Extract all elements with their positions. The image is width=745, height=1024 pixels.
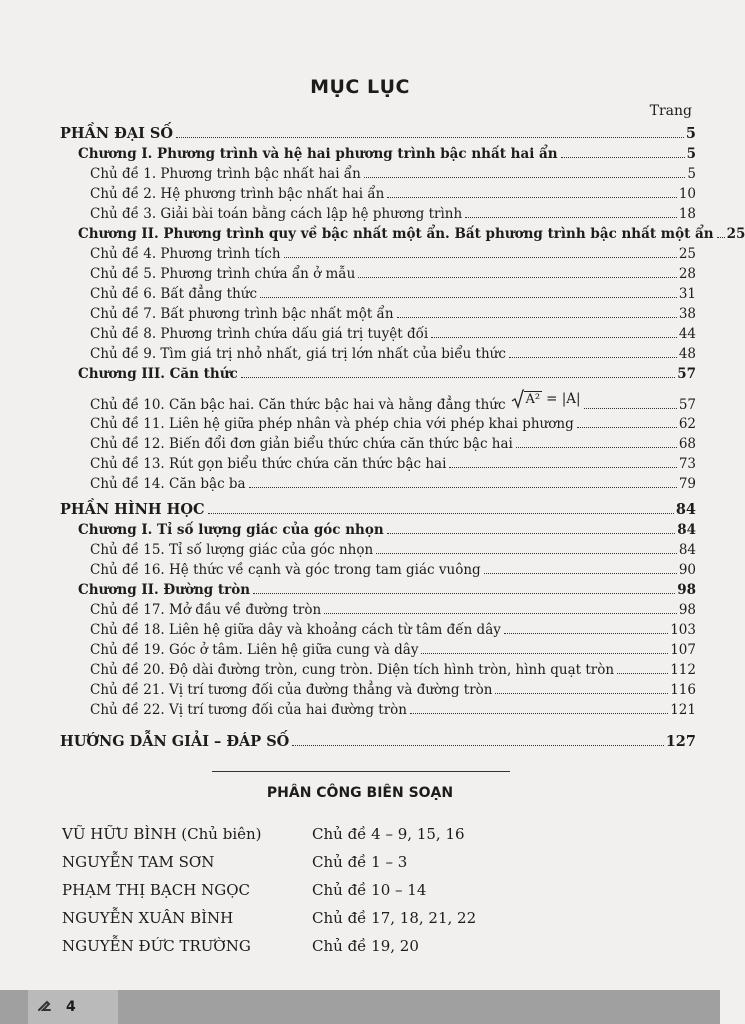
toc-page-number: 10 [678, 186, 696, 202]
toc-topic[interactable] [60, 204, 696, 224]
toc-entry-title: Chủ đề 1. Phương trình bậc nhất hai ẩn [90, 166, 361, 182]
dot-leader [208, 513, 674, 514]
toc-part[interactable] [60, 500, 696, 520]
toc-entry-title: Chủ đề 21. Vị trí tương đối của đường thẳng và đường tròn [90, 682, 493, 698]
author-topics: Chủ đề 1 – 3 [312, 853, 408, 871]
toc-topic[interactable] [60, 560, 696, 580]
toc-page-number: 62 [678, 416, 696, 432]
dot-leader [617, 673, 668, 674]
toc-page-number: 25 [678, 246, 696, 262]
toc-entry-title: Chủ đề 17. Mở đầu về đường tròn [90, 602, 322, 618]
toc-entry-title: PHẦN ĐẠI SỐ [60, 125, 174, 142]
toc-entry-title: Chủ đề 6. Bất đẳng thức [90, 286, 258, 302]
toc-chapter[interactable] [60, 520, 696, 540]
toc-page-number: 84 [678, 542, 696, 558]
toc-page-number: 103 [670, 622, 696, 638]
toc-entry-title: Chủ đề 20. Độ dài đường tròn, cung tròn. Diện tích hình tròn, hình quạt tròn [90, 662, 615, 678]
toc-chapter[interactable] [60, 224, 745, 244]
toc-page-number: 79 [678, 476, 696, 492]
toc-formula[interactable] [60, 384, 696, 414]
credit-row [62, 848, 622, 876]
toc-page-number: 73 [678, 456, 696, 472]
toc-entry-title: Chủ đề 11. Liên hệ giữa phép nhân và phép chia với phép khai phương [90, 416, 574, 432]
dot-leader [584, 408, 677, 409]
toc-entry-title: PHẦN HÌNH HỌC [60, 501, 205, 518]
page-title: MỤC LỤC [310, 76, 410, 98]
toc-page-number: 5 [687, 166, 696, 182]
dot-leader [577, 427, 677, 428]
credit-row [62, 876, 622, 904]
toc-entry-title: Chương I. Tỉ số lượng giác của góc nhọn [78, 522, 384, 538]
credit-row [62, 932, 622, 960]
author-topics: Chủ đề 4 – 9, 15, 16 [312, 825, 465, 843]
dot-leader [376, 553, 677, 554]
toc-topic[interactable] [60, 660, 696, 680]
toc-entry-title: Chủ đề 12. Biến đổi đơn giản biểu thức chứa căn thức bậc hai [90, 436, 513, 452]
credits-list [62, 820, 622, 960]
dot-leader [410, 713, 668, 714]
toc-topic[interactable] [60, 540, 696, 560]
dot-leader [516, 447, 677, 448]
toc-entry-title: Chủ đề 19. Góc ở tâm. Liên hệ giữa cung và dây [90, 642, 419, 658]
toc-page-number: 98 [677, 582, 696, 598]
toc-part[interactable] [60, 732, 696, 752]
toc-chapter[interactable] [60, 580, 696, 600]
author-topics: Chủ đề 10 – 14 [312, 881, 427, 899]
toc-page-number: 121 [670, 702, 696, 718]
toc-entry-title: Chủ đề 5. Phương trình chứa ẩn ở mẫu [90, 266, 356, 282]
toc-page-number: 84 [677, 522, 696, 538]
dot-leader [387, 197, 676, 198]
toc-entry-title: Chủ đề 16. Hệ thức về cạnh và góc trong tam giác vuông [90, 562, 481, 578]
author-name: PHẠM THỊ BẠCH NGỌC [62, 881, 250, 899]
dot-leader [260, 297, 677, 298]
dot-leader [561, 157, 685, 158]
credits-title: PHÂN CÔNG BIÊN SOẠN [266, 785, 454, 801]
table-of-contents [60, 124, 745, 752]
toc-topic[interactable] [60, 640, 696, 660]
toc-topic[interactable] [60, 344, 696, 364]
toc-page-number: 18 [678, 206, 696, 222]
toc-page-number: 112 [670, 662, 696, 678]
toc-page-number: 84 [675, 501, 696, 518]
dot-leader [449, 467, 676, 468]
toc-topic[interactable] [60, 304, 696, 324]
toc-topic[interactable] [60, 434, 696, 454]
author-name: VŨ HỮU BÌNH (Chủ biên) [62, 825, 262, 843]
toc-entry-title: Chương I. Phương trình và hệ hai phương trình bậc nhất hai ẩn [78, 146, 558, 162]
page-column-label: Trang [649, 103, 692, 119]
toc-page-number: 57 [678, 397, 696, 413]
toc-entry-title: Chủ đề 9. Tìm giá trị nhỏ nhất, giá trị lớn nhất của biểu thức [90, 346, 506, 362]
author-topics: Chủ đề 17, 18, 21, 22 [312, 909, 477, 927]
dot-leader [717, 237, 725, 238]
toc-topic[interactable] [60, 454, 696, 474]
sqrt-identity-formula [512, 384, 581, 414]
toc-entry-title: Chủ đề 7. Bất phương trình bậc nhất một ẩn [90, 306, 394, 322]
author-name: NGUYỄN TAM SƠN [62, 853, 215, 871]
toc-page-number: 25 [726, 226, 745, 242]
toc-page-number: 98 [678, 602, 696, 618]
dot-leader [176, 137, 684, 138]
toc-entry-title: Chủ đề 18. Liên hệ giữa dây và khoảng cách từ tâm đến dây [90, 622, 501, 638]
dot-leader [431, 337, 677, 338]
toc-topic[interactable] [60, 324, 696, 344]
toc-topic[interactable] [60, 244, 696, 264]
toc-page-number: 90 [678, 562, 696, 578]
toc-page-number: 116 [670, 682, 696, 698]
dot-leader [358, 277, 677, 278]
toc-page-number: 5 [685, 125, 696, 142]
toc-topic[interactable] [60, 414, 696, 434]
divider [212, 771, 510, 772]
toc-chapter[interactable] [60, 144, 696, 164]
toc-topic[interactable] [60, 184, 696, 204]
toc-entry-title: Chủ đề 3. Giải bài toán bằng cách lập hệ phương trình [90, 206, 463, 222]
toc-topic[interactable] [60, 620, 696, 640]
dot-leader [509, 357, 677, 358]
dot-leader [504, 633, 668, 634]
toc-entry-title: Chủ đề 2. Hệ phương trình bậc nhất hai ẩn [90, 186, 385, 202]
dot-leader [495, 693, 668, 694]
credit-row [62, 820, 622, 848]
toc-entry-title: Chủ đề 8. Phương trình chứa dấu giá trị tuyệt đối [90, 326, 429, 342]
toc-entry-title: Chương III. Căn thức [78, 366, 238, 382]
page-number-tab [28, 990, 118, 1024]
author-topics: Chủ đề 19, 20 [312, 937, 419, 955]
toc-entry-title: Chủ đề 14. Căn bậc ba [90, 476, 246, 492]
toc-topic[interactable] [60, 680, 696, 700]
toc-entry-title: Chương II. Đường tròn [78, 582, 251, 598]
dot-leader [484, 573, 677, 574]
toc-page-number: 44 [678, 326, 696, 342]
dot-leader [421, 653, 668, 654]
toc-page-number: 48 [678, 346, 696, 362]
toc-topic[interactable] [60, 164, 696, 184]
page-number: 4 [66, 999, 76, 1015]
credit-row [62, 904, 622, 932]
toc-entry-title: HƯỚNG DẪN GIẢI – ĐÁP SỐ [60, 733, 290, 750]
toc-entry-title: Chủ đề 13. Rút gọn biểu thức chứa căn thức bậc hai [90, 456, 447, 472]
formula-radicand: A² [525, 391, 541, 407]
toc-page-number: 28 [678, 266, 696, 282]
dot-leader [324, 613, 677, 614]
toc-page-number: 31 [678, 286, 696, 302]
toc-page-number: 107 [670, 642, 696, 658]
dot-leader [387, 533, 676, 534]
dot-leader [241, 377, 675, 378]
toc-entry-title: Chủ đề 22. Vị trí tương đối của hai đường tròn [90, 702, 407, 718]
page-corner-icon [36, 996, 58, 1022]
toc-topic[interactable] [60, 284, 696, 304]
dot-leader [253, 593, 675, 594]
toc-entry-title: Chủ đề 10. Căn bậc hai. Căn thức bậc hai và hằng đẳng thức [90, 397, 506, 413]
author-name: NGUYỄN XUÂN BÌNH [62, 909, 234, 927]
dot-leader [292, 745, 663, 746]
toc-page-number: 38 [678, 306, 696, 322]
toc-topic[interactable] [60, 700, 696, 720]
toc-topic[interactable] [60, 600, 696, 620]
radical-sign-icon [512, 389, 524, 409]
toc-page-number: 68 [678, 436, 696, 452]
dot-leader [249, 487, 677, 488]
toc-topic[interactable] [60, 264, 696, 284]
toc-topic[interactable] [60, 474, 696, 494]
dot-leader [465, 217, 677, 218]
toc-entry-title: Chủ đề 4. Phương trình tích [90, 246, 281, 262]
formula-rhs: = |A| [546, 391, 581, 407]
toc-page-number: 57 [677, 366, 696, 382]
dot-leader [397, 317, 677, 318]
toc-entry-title: Chủ đề 15. Tỉ số lượng giác của góc nhọn [90, 542, 374, 558]
toc-page-number: 127 [665, 733, 696, 750]
toc-entry-title: Chương II. Phương trình quy về bậc nhất một ẩn. Bất phương trình bậc nhất một ẩn [78, 226, 714, 242]
toc-page-number: 5 [686, 146, 696, 162]
toc-chapter[interactable] [60, 364, 696, 384]
toc-part[interactable] [60, 124, 696, 144]
author-name: NGUYỄN ĐỨC TRƯỜNG [62, 937, 251, 955]
dot-leader [284, 257, 677, 258]
dot-leader [364, 177, 686, 178]
